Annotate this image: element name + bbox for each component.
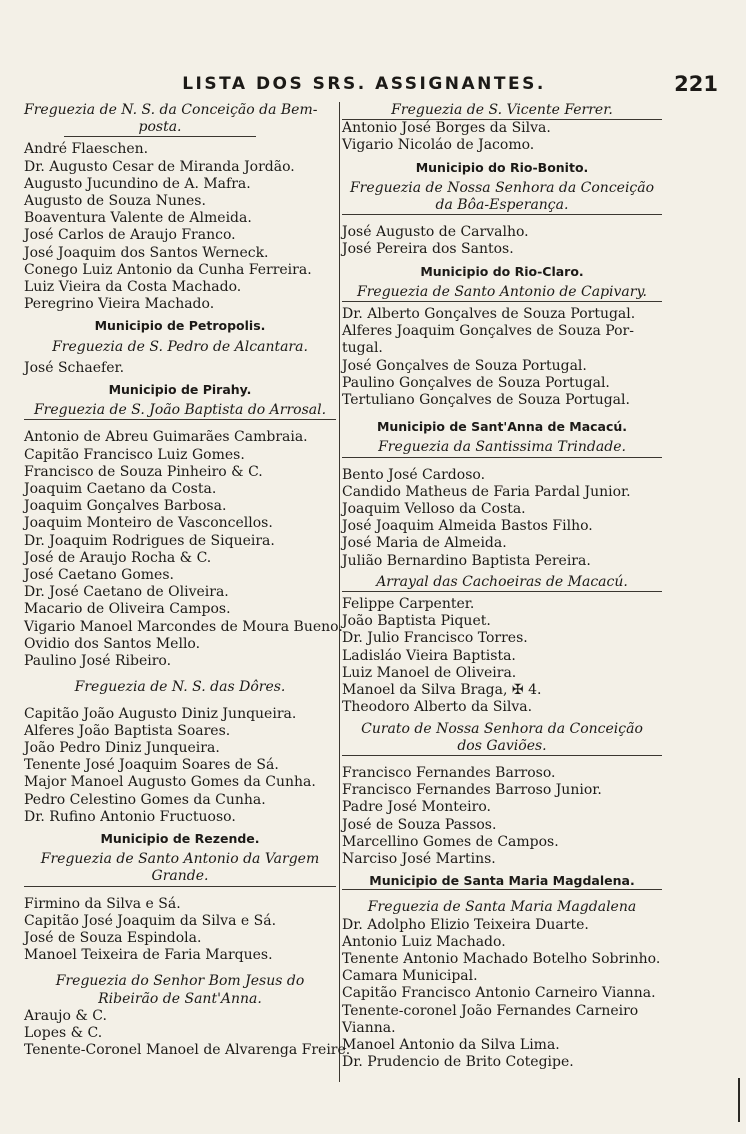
subscriber-name: Dr. Augusto Cesar de Miranda Jordão.	[24, 158, 295, 175]
subscriber-name: Tertuliano Gonçalves de Souza Portugal.	[342, 392, 630, 409]
municipality-heading: Municipio de Sant'Anna de Macacú.	[376, 419, 628, 435]
subscriber-name: Pedro Celestino Gomes da Cunha.	[24, 791, 266, 808]
subscriber-name: Dr. Julio Francisco Torres.	[342, 630, 528, 647]
subscriber-name: Antonio de Abreu Guimarães Cambraia.	[24, 429, 308, 446]
parish-heading: Freguezia de S. Pedro de Alcantara.	[52, 338, 308, 355]
subscriber-name: Firmino da Silva e Sá.	[24, 895, 181, 912]
subscriber-name: Candido Matheus de Faria Pardal Junior.	[342, 483, 631, 500]
subscriber-name: Dr. José Caetano de Oliveira.	[24, 584, 229, 601]
subscriber-name: Macario de Oliveira Campos.	[24, 601, 231, 618]
subscriber-name: Tenente-Coronel Manoel de Alvarenga Freire.	[24, 1042, 351, 1059]
subscriber-name: Augusto de Souza Nunes.	[24, 193, 206, 210]
subscriber-name: tugal.	[342, 340, 383, 357]
subscriber-name: José Schaefer.	[24, 359, 125, 376]
subscriber-list	[24, 1007, 351, 1060]
subscriber-list	[342, 765, 662, 868]
right-column	[342, 102, 662, 1071]
page-edge-mark	[738, 1078, 740, 1122]
parish-heading-cont: da Bôa-Esperança.	[342, 197, 662, 215]
parish-heading: Freguezia de Nossa Senhora da Conceição	[349, 179, 655, 196]
subscriber-name: Luiz Vieira da Costa Machado.	[24, 279, 242, 296]
parish-heading: Freguezia de S. Vicente Ferrer.	[342, 102, 662, 120]
page-header	[24, 74, 720, 100]
municipality-heading: Municipio de Rezende.	[100, 830, 260, 846]
municipality-heading: Municipio do Rio-Claro.	[420, 263, 584, 279]
subscriber-name: Marcellino Gomes de Campos.	[342, 833, 559, 850]
subscriber-name: Camara Municipal.	[342, 968, 478, 985]
municipality-heading: Municipio do Rio-Bonito.	[415, 159, 589, 175]
subscriber-list	[342, 596, 662, 716]
subscriber-name: Julião Bernardino Baptista Pereira.	[342, 552, 591, 569]
subscriber-name: José Augusto de Carvalho.	[342, 224, 529, 241]
subscriber-name: Padre José Monteiro.	[342, 799, 491, 816]
subscriber-name: Joaquim Velloso da Costa.	[342, 501, 526, 518]
subscriber-name: Joaquim Monteiro de Vasconcellos.	[24, 515, 273, 532]
subscriber-list	[342, 306, 662, 409]
subscriber-name: Araujo & C.	[24, 1007, 107, 1024]
subscriber-name: Francisco de Souza Pinheiro & C.	[24, 463, 263, 480]
subscriber-name: Capitão Francisco Luiz Gomes.	[24, 446, 245, 463]
subscriber-name: José Caetano Gomes.	[24, 567, 174, 584]
subscriber-list	[342, 120, 662, 154]
parish-heading: Arrayal das Cachoeiras de Macacú.	[342, 574, 662, 592]
subscriber-name: Capitão Francisco Antonio Carneiro Vianna.	[342, 985, 656, 1002]
subscriber-name: Dr. Alberto Gonçalves de Souza Portugal.	[342, 306, 636, 323]
subscriber-name: Paulino José Ribeiro.	[24, 653, 172, 670]
subscriber-name: Bento José Cardoso.	[342, 466, 486, 483]
parish-heading: Freguezia da Santissima Trindade.	[342, 439, 662, 457]
subscriber-name: Dr. Adolpho Elizio Teixeira Duarte.	[342, 916, 589, 933]
subscriber-name: Manoel Antonio da Silva Lima.	[342, 1036, 560, 1053]
subscriber-name: José Gonçalves de Souza Portugal.	[342, 357, 587, 374]
subscriber-name: Manoel Teixeira de Faria Marques.	[24, 947, 273, 964]
subscriber-name: João Pedro Diniz Junqueira.	[24, 739, 220, 756]
subscriber-name: José Pereira dos Santos.	[342, 241, 514, 258]
parish-heading: Freguezia de N. S. das Dôres.	[74, 679, 286, 696]
subscriber-name: Alferes Joaquim Gonçalves de Souza Por-	[342, 323, 634, 340]
subscriber-name: Theodoro Alberto da Silva.	[342, 699, 533, 716]
subscriber-name: Antonio José Borges da Silva.	[342, 120, 551, 137]
page-title: LISTA DOS SRS. ASSIGNANTES.	[182, 74, 546, 94]
subscriber-name: Paulino Gonçalves de Souza Portugal.	[342, 374, 610, 391]
subscriber-name: Ladisláo Vieira Baptista.	[342, 647, 516, 664]
subscriber-name: Augusto Jucundino de A. Mafra.	[24, 175, 251, 192]
subscriber-name: Vianna.	[342, 1019, 396, 1036]
subscriber-list	[24, 360, 336, 377]
subscriber-name: Major Manoel Augusto Gomes da Cunha.	[24, 774, 316, 791]
subscriber-name: José Carlos de Araujo Franco.	[24, 227, 236, 244]
subscriber-name: Manoel da Silva Braga, ✠ 4.	[342, 682, 542, 699]
subscriber-name: Tenente Antonio Machado Botelho Sobrinho.	[342, 950, 661, 967]
subscriber-list	[342, 224, 662, 258]
subscriber-list	[24, 896, 336, 965]
subscriber-name: Lopes & C.	[24, 1024, 103, 1041]
parish-heading: Freguezia de S. João Baptista do Arrosal.	[24, 402, 336, 420]
subscriber-name: Vigario Nicoláo de Jacomo.	[342, 137, 535, 154]
subscriber-name: Tenente José Joaquim Soares de Sá.	[24, 757, 279, 774]
subscriber-name: José de Araujo Rocha & C.	[24, 549, 212, 566]
parish-heading-cont: posta.	[64, 119, 256, 137]
subscriber-name: Dr. Joaquim Rodrigues de Siqueira.	[24, 532, 275, 549]
subscriber-list	[342, 917, 662, 1072]
subscriber-name: Dr. Prudencio de Brito Cotegipe.	[342, 1054, 574, 1071]
parish-heading-cont: Grande.	[24, 868, 336, 886]
subscriber-name: Alferes João Baptista Soares.	[24, 722, 231, 739]
municipality-heading: Municipio de Pirahy.	[108, 382, 252, 398]
subscriber-name: André Flaeschen.	[24, 141, 149, 158]
subscriber-name: José Maria de Almeida.	[342, 535, 507, 552]
subscriber-name: Joaquim Caetano da Costa.	[24, 481, 217, 498]
parish-heading: Freguezia de Santo Antonio da Vargem	[40, 851, 320, 868]
subscriber-name: Conego Luiz Antonio da Cunha Ferreira.	[24, 261, 312, 278]
subscriber-name: Ovidio dos Santos Mello.	[24, 635, 201, 652]
parish-heading: Freguezia de Santa Maria Magdalena	[367, 899, 637, 916]
parish-heading: Freguezia de N. S. da Conceição da Bem-	[24, 102, 318, 118]
subscriber-name: José Joaquim Almeida Bastos Filho.	[342, 518, 593, 535]
subscriber-name: Felippe Carpenter.	[342, 596, 475, 613]
subscriber-name: José Joaquim dos Santos Werneck.	[24, 244, 269, 261]
subscriber-name: Narciso José Martins.	[342, 850, 496, 867]
subscriber-name: Joaquim Gonçalves Barbosa.	[24, 498, 227, 515]
subscriber-list	[24, 706, 336, 826]
subscriber-name: José de Souza Espindola.	[24, 929, 202, 946]
subscriber-name: Francisco Fernandes Barroso.	[342, 764, 556, 781]
page-number: 221	[674, 72, 718, 96]
parish-heading-cont: Ribeirão de Sant'Anna.	[98, 990, 262, 1007]
municipality-heading: Municipio de Petropolis.	[94, 318, 266, 334]
subscriber-name: José de Souza Passos.	[342, 816, 497, 833]
subscriber-name: Peregrino Vieira Machado.	[24, 296, 215, 313]
subscriber-name: Tenente-coronel João Fernandes Carneiro	[342, 1002, 639, 1019]
subscriber-list	[342, 467, 662, 570]
column-divider	[339, 102, 340, 1082]
subscriber-list	[24, 429, 343, 670]
subscriber-name: Capitão João Augusto Diniz Junqueira.	[24, 705, 297, 722]
subscriber-name: Vigario Manoel Marcondes de Moura Bueno.	[24, 618, 343, 635]
parish-heading: Freguezia do Senhor Bom Jesus do	[55, 973, 305, 990]
parish-heading: Curato de Nossa Senhora da Conceição	[361, 720, 643, 737]
subscriber-name: João Baptista Piquet.	[342, 613, 491, 630]
parish-heading-cont: dos Gaviões.	[342, 738, 662, 756]
subscriber-list	[24, 141, 336, 313]
left-column	[24, 102, 351, 1059]
subscriber-name: Luiz Manoel de Oliveira.	[342, 664, 517, 681]
subscriber-name: Capitão José Joaquim da Silva e Sá.	[24, 912, 277, 929]
municipality-heading: Municipio de Santa Maria Magdalena.	[342, 872, 662, 890]
subscriber-name: Dr. Rufino Antonio Fructuoso.	[24, 808, 236, 825]
subscriber-name: Francisco Fernandes Barroso Junior.	[342, 782, 602, 799]
subscriber-name: Antonio Luiz Machado.	[342, 933, 506, 950]
parish-heading: Freguezia de Santo Antonio de Capivary.	[342, 284, 662, 302]
subscriber-name: Boaventura Valente de Almeida.	[24, 210, 252, 227]
